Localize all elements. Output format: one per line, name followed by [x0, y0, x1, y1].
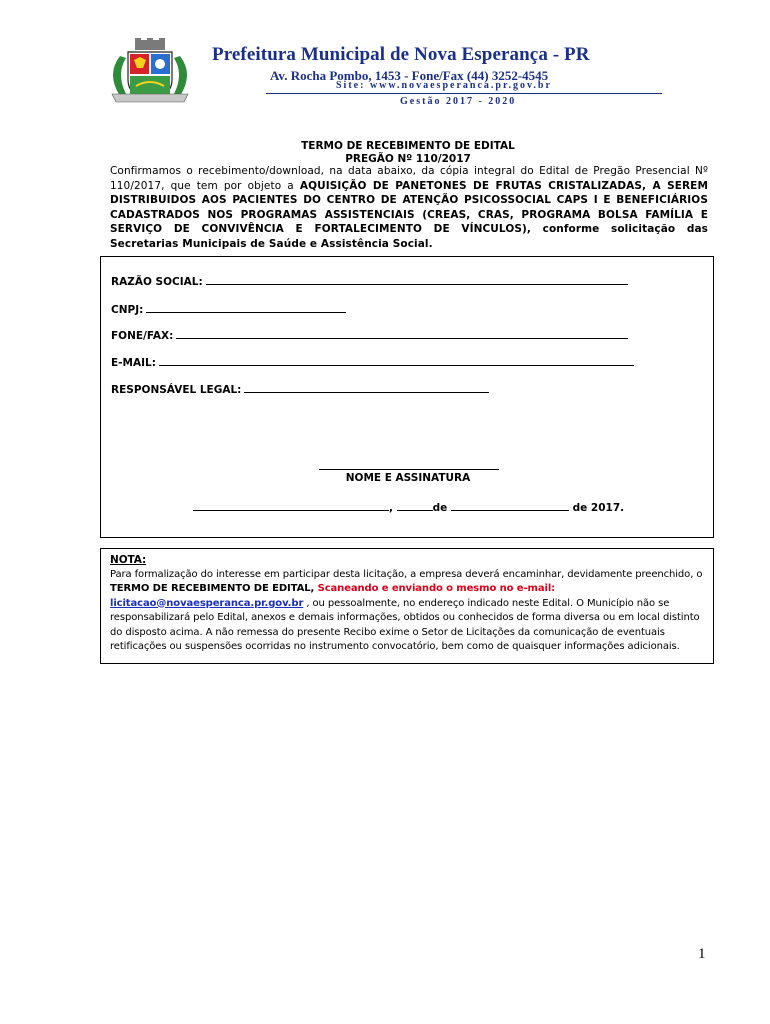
note-email-link[interactable]: licitacao@novaesperanca.pr.gov.br: [110, 597, 304, 609]
responsavel-legal-label: RESPONSÁVEL LEGAL:: [111, 384, 242, 396]
note-text-1: Para formalização do interesse em participar desta licitação, a empresa deverá encaminhar, devidamente preenchido, o: [110, 568, 703, 580]
letterhead-site: Site: www.novaesperanca.pr.gov.br: [336, 80, 552, 91]
intro-object-text: AQUISIÇÃO DE PANETONES DE FRUTAS CRISTALIZADAS, A SEREM DISTRIBUIDOS AOS PACIENTES DO CENTRO DE ATENÇÃO PSICOSSOCIAL CAPS I E BENEFICIÁRIOS CADASTRADOS NOS PROGRAMAS ASSISTENCIAIS (CREAS, CRAS, PROGRAMA BOLSA FAMÍLIA E SERVIÇO DE CONVIVÊNCIA E FORTALECIMENTO DE VÍNCULOS), conforme solicitação das Secretarias Municipais de Saúde e Assistência Social.: [110, 179, 709, 250]
razao-social-label: RAZÃO SOCIAL:: [111, 276, 203, 288]
razao-social-input-line[interactable]: [206, 273, 628, 285]
email-label: E-MAIL:: [111, 357, 156, 369]
date-comma: ,: [389, 502, 397, 514]
intro-text: Confirmamos o recebimento/download, na data abaixo, da cópia integral do Edital de Pregão Presencial Nº 110/2017, que tem por objeto a: [110, 165, 708, 192]
date-row: [193, 499, 624, 514]
fone-fax-input-line[interactable]: [176, 327, 628, 339]
intro-paragraph: [110, 164, 708, 251]
coat-of-arms-icon: [100, 38, 200, 104]
signature-label: NOME E ASSINATURA: [345, 472, 471, 484]
note-red-text: Scaneando e enviando o mesmo no e-mail:: [317, 583, 556, 594]
cnpj-label: CNPJ:: [111, 304, 144, 316]
note-box: [100, 548, 714, 664]
letterhead-title: Prefeitura Municipal de Nova Esperança - PR: [212, 44, 590, 65]
email-input-line[interactable]: [159, 354, 634, 366]
fone-fax-label: FONE/FAX:: [111, 330, 174, 342]
letterhead-gestao: Gestão 2017 - 2020: [400, 96, 517, 107]
responsavel-legal-input-line[interactable]: [244, 381, 489, 393]
cnpj-input-line[interactable]: [146, 301, 346, 313]
razao-social-field: [111, 273, 628, 289]
cnpj-field: [111, 301, 346, 317]
note-body: [110, 568, 704, 655]
fone-fax-field: [111, 327, 628, 343]
date-year-label: de 2017.: [568, 502, 625, 514]
day-input-line[interactable]: [397, 499, 433, 511]
letterhead-divider: [266, 93, 662, 94]
page-number: 1: [698, 946, 706, 962]
letterhead-address: Av. Rocha Pombo, 1453 - Fone/Fax (44) 3252-4545: [270, 68, 549, 83]
note-bold-text: TERMO DE RECEBIMENTO DE EDITAL,: [110, 583, 318, 594]
city-input-line[interactable]: [193, 499, 389, 511]
company-info-form: [100, 256, 714, 538]
date-de-label: de: [432, 502, 451, 514]
document-title: TERMO DE RECEBIMENTO DE EDITAL: [301, 140, 515, 152]
email-field: [111, 354, 634, 370]
note-text-2: , ou pessoalmente, no endereço indicado neste Edital. O Município não se responsabilizará pelo Edital, anexos e demais informações, obtidos ou conhecidos de forma diversa ou em local distinto do disposto acima. A não remessa do presente Recibo exime o Setor de Licitações da comunicação de eventuais retificações ou suspensões ocorridas no instrumento convocatório, bem como de quaisquer informações adicionais.: [110, 597, 700, 652]
signature-line[interactable]: [319, 469, 499, 470]
responsavel-legal-field: [111, 381, 489, 397]
month-input-line[interactable]: [451, 499, 569, 511]
note-title: NOTA:: [110, 554, 147, 566]
document-subtitle: PREGÃO Nº 110/2017: [345, 153, 471, 165]
